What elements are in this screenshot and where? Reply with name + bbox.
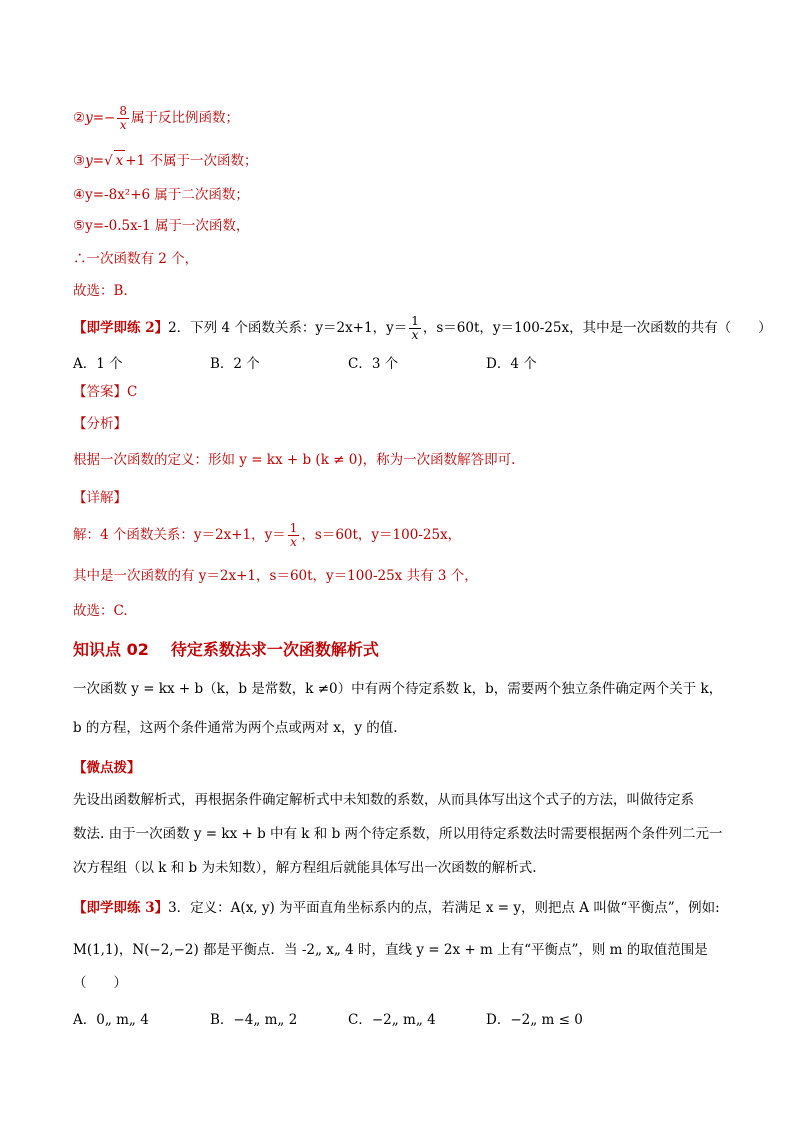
item3-sqrt: x (114, 150, 126, 171)
solution-item-2 (73, 105, 239, 132)
item2-fraction (117, 105, 129, 132)
exercise2-analysis-text: 根据一次函数的定义：形如 y = kx + b (k ≠ 0)，称为一次函数解答即可. (73, 452, 516, 468)
exercise2-detail-answer: 故选：C. (73, 603, 128, 619)
tip-line1: 先设出函数解析式，再根据条件确定解析式中未知数的系数，从而具体写出这个式子的方法，叫做待定系 (73, 792, 694, 808)
item3-y: y= (85, 153, 105, 169)
exercise2-option-c: C．3 个 (348, 356, 399, 372)
exercise2-analysis-label: 【分析】 (73, 416, 127, 432)
solution-item-5 (73, 216, 249, 236)
detail-frac-num: 1 (289, 521, 298, 535)
detail-line1-b: ，s＝60t，y＝100-25x， (301, 527, 462, 543)
section-body-line2: b 的方程，这两个条件通常为两个点或两对 x，y 的值. (73, 720, 398, 736)
exercise3-stem-line2: M(1,1)，N(−2,−2) 都是平衡点．当 -2„ x„ 4 时，直线 y = 2x + m 上有“平衡点”，则 m 的取值范围是 (73, 942, 708, 958)
solution-item-3: ③y=√ x +1 不属于一次函数； (73, 150, 258, 171)
exercise2-fraction (409, 315, 421, 342)
item5-text: y=-0.5x-1 属于一次函数， (85, 218, 250, 234)
item2-number: ② (73, 110, 86, 126)
exercise2-frac-num: 1 (411, 314, 419, 328)
exercise2-option-b: B．2 个 (210, 356, 260, 372)
detail-fraction (288, 522, 300, 549)
exercise2-stem-b: ，s＝60t，y＝100-25x，其中是一次函数的共有（ ） (422, 320, 772, 336)
item3-text: +1 不属于一次函数； (125, 153, 258, 169)
exercise3-option-d: D．−2„ m ≤ 0 (486, 1012, 583, 1028)
item4-text: y=-8x²+6 属于二次函数； (85, 187, 249, 203)
section-title: 待定系数法求一次函数解析式 (170, 640, 379, 659)
exercise2-detail-label: 【详解】 (73, 490, 127, 506)
item2-frac-den: x (119, 118, 127, 132)
exercise2-frac-den: x (411, 328, 419, 342)
section-body-line1: 一次函数 y = kx + b（k，b 是常数，k ≠0）中有两个待定系数 k，b，需要两个独立条件确定两个关于 k， (73, 681, 723, 697)
exercise2-tag: 【即学即练 2】 (73, 320, 169, 336)
solution-item-4 (73, 185, 249, 205)
tip-line2: 数法. 由于一次函数 y = kx + b 中有 k 和 b 两个待定系数，所以用待定系数法时需要根据两个条件列二元一 (73, 826, 723, 842)
item2-y: y=− (85, 110, 116, 126)
exercise3-stem-line1-text: 3．定义：A(x, y) 为平面直角坐标系内的点，若满足 x = y，则把点 A 叫做“平衡点”，例如: (168, 900, 720, 916)
section-number: 知识点 02 (73, 640, 149, 659)
item4-number: ④ (73, 187, 86, 203)
solution-conclusion: ∴一次函数有 2 个， (73, 251, 199, 267)
exercise2-stem-a: 2．下列 4 个函数关系：y＝2x+1，y＝ (168, 320, 408, 336)
item3-number: ③ (73, 153, 86, 169)
item2-text: 属于反比例函数； (131, 110, 239, 126)
exercise3-stem-line3: （ ） (73, 975, 127, 991)
exercise2-option-d: D．4 个 (486, 356, 537, 372)
tip-line3: 次方程组（以 k 和 b 为未知数），解方程组后就能具体写出一次函数的解析式. (73, 860, 537, 876)
exercise3-option-a: A．0„ m„ 4 (73, 1012, 149, 1028)
exercise3-option-c: C．−2„ m„ 4 (348, 1012, 436, 1028)
exercise3-tag: 【即学即练 3】 (73, 900, 169, 916)
exercise2-stem (73, 315, 772, 342)
exercise3-stem-line1 (73, 898, 720, 918)
exercise2-answer: 【答案】C (73, 384, 138, 400)
exercise2-detail-line1 (73, 522, 461, 549)
tip-label: 【微点拨】 (73, 760, 141, 776)
item5-number: ⑤ (73, 218, 86, 234)
exercise3-option-b: B．−4„ m„ 2 (210, 1012, 298, 1028)
detail-line1-a: 解：4 个函数关系：y＝2x+1，y＝ (73, 527, 286, 543)
detail-frac-den: x (290, 535, 297, 549)
exercise2-detail-line2: 其中是一次函数的有 y＝2x+1，s＝60t，y＝100-25x 共有 3 个， (73, 568, 478, 584)
exercise2-option-a: A．1 个 (73, 356, 123, 372)
item2-frac-num: 8 (119, 104, 127, 118)
solution-answer: 故选：B. (73, 283, 128, 299)
section-heading (73, 637, 379, 660)
